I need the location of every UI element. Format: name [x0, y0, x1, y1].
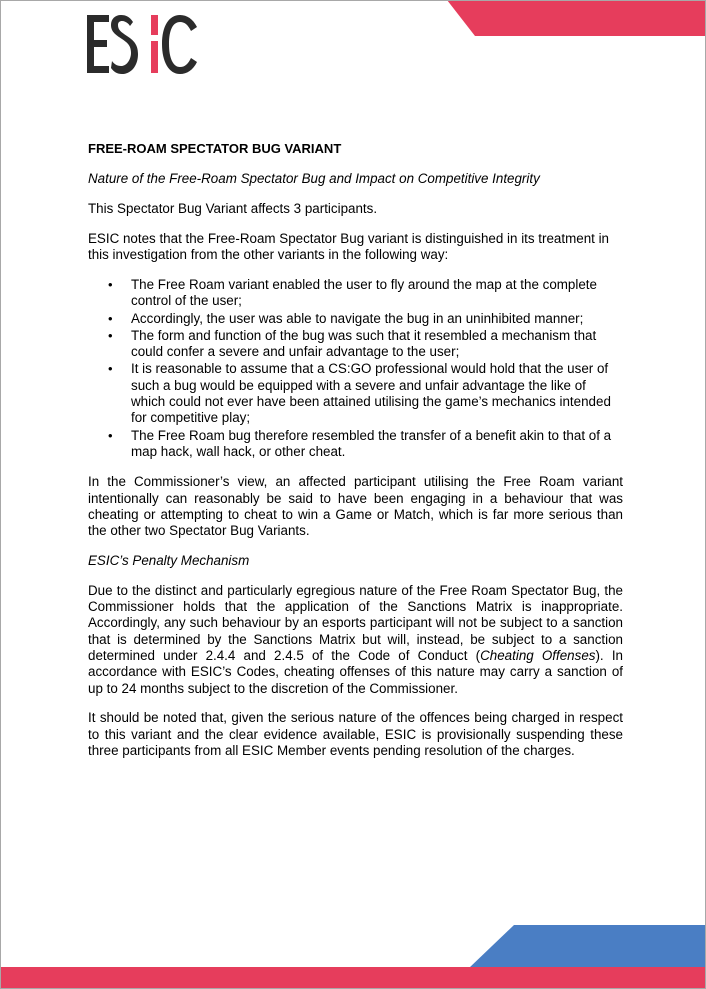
document-body — [88, 141, 623, 773]
paragraph-notes: ESIC notes that the Free-Roam Spectator Bug variant is distinguished in its treatment in this investigation from the other variants in the following way: — [88, 230, 610, 263]
esic-logo — [87, 13, 199, 75]
footer-accent-blue — [469, 925, 706, 968]
bullet-list — [88, 277, 623, 460]
paragraph-final: It should be noted that, given the serious nature of the offences being charged in respect to this variant and the clear evidence available, ESIC is provisionally suspending these three participants from all ESIC Member events pending resolution of the charges. — [88, 710, 623, 758]
penalty-text-a: Due to the distinct and particularly egregious nature of the Free Roam Spectator Bug, the Commissioner holds that the application of the Sanctions Matrix is inappropriate. Accordingly, any such behaviour by an esports participant will not be subject to a sanction that is determined by the Sanctions Matrix but will, instead, be subject to a sanction determined under 2.4.4 and 2.4.5 of the Code of Conduct ( — [88, 582, 623, 663]
penalty-text-b: ). In accordance with ESIC’s Codes, cheating offenses of this nature may carry a sanction of up to 24 months subject to the discretion of the Commissioner. — [88, 647, 623, 696]
paragraph-commissioner-view: In the Commissioner’s view, an affected participant utilising the Free Roam variant intentionally can reasonably be said to have been engaging in a behaviour that was cheating or attempting to cheat to win a Game or Match, which is far more serious than the other two Spectator Bug Variants. — [88, 474, 623, 539]
list-item: • It is reasonable to assume that a CS:GO professional would hold that the user of such a bug would be equipped with a severe and unfair advantage the like of which could not ever have been attained utilising the game’s mechanics intended for competitive play; — [88, 361, 623, 426]
header-accent-band — [447, 0, 706, 36]
paragraph-penalty — [88, 583, 623, 697]
list-item: • The Free Roam variant enabled the user to fly around the map at the complete control of the user; — [88, 277, 623, 310]
paragraph-affects: This Spectator Bug Variant affects 3 participants. — [88, 201, 378, 217]
section-subheading: Nature of the Free-Roam Spectator Bug and Impact on Competitive Integrity — [88, 171, 540, 187]
list-item: • The form and function of the bug was such that it resembled a mechanism that could confer a severe and unfair advantage to the user; — [88, 328, 623, 361]
section-heading: FREE-ROAM SPECTATOR BUG VARIANT — [88, 141, 342, 156]
footer-accent-red — [1, 967, 706, 989]
penalty-heading: ESIC’s Penalty Mechanism — [88, 552, 250, 568]
penalty-text-italic: Cheating Offenses — [480, 647, 596, 663]
list-item: • The Free Roam bug therefore resembled the transfer of a benefit akin to that of a map hack, wall hack, or other cheat. — [88, 428, 623, 461]
list-item: • Accordingly, the user was able to navigate the bug in an uninhibited manner; — [88, 311, 623, 327]
